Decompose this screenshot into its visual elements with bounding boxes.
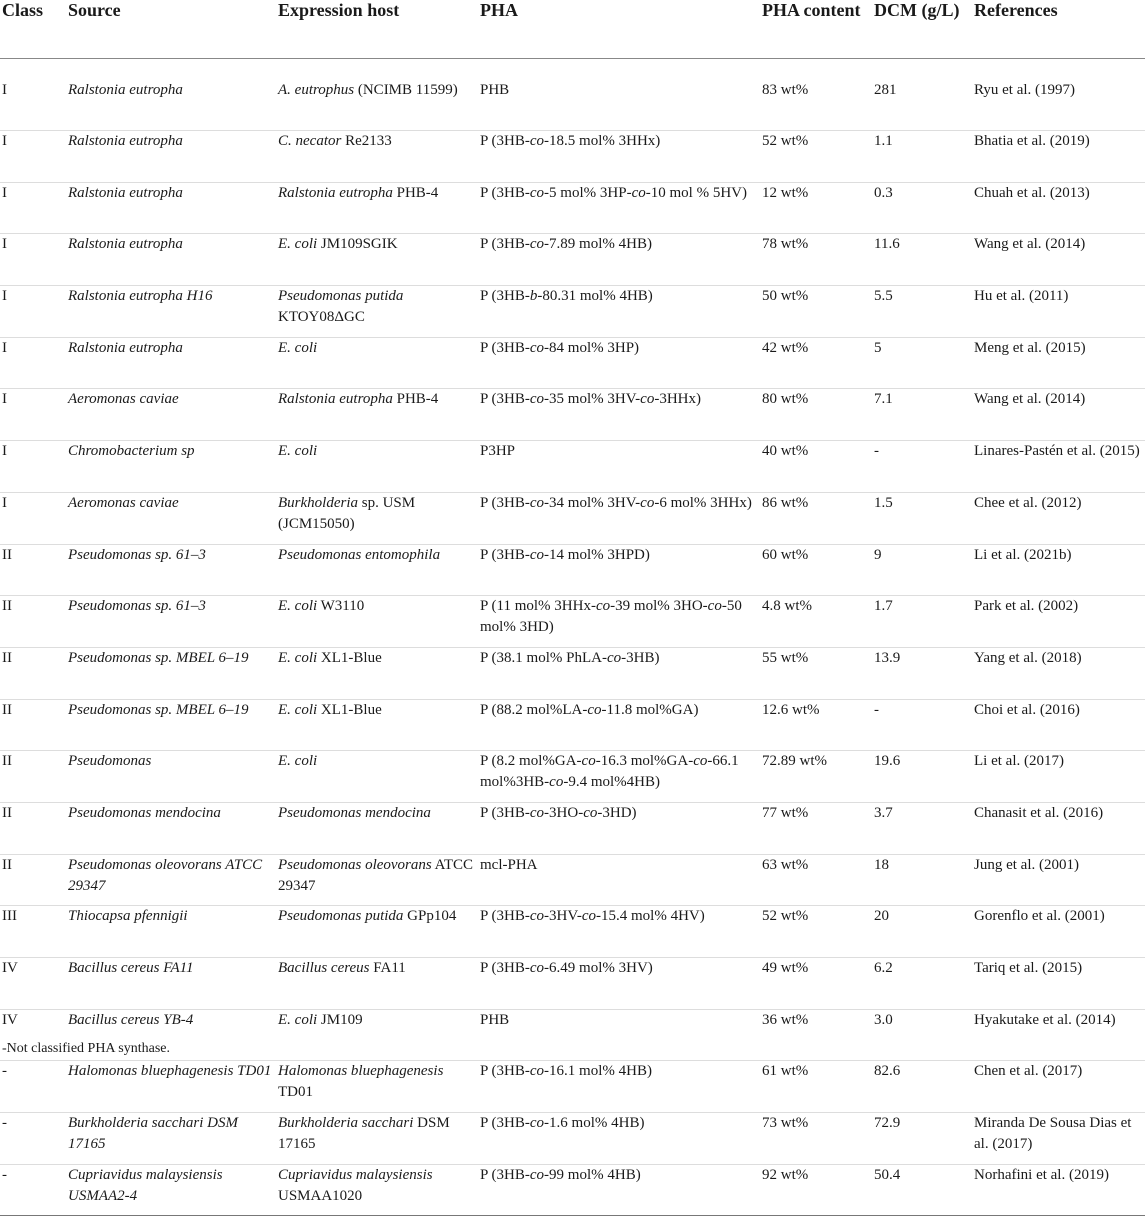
cell-reference: Hyakutake et al. (2014) [972, 1009, 1145, 1061]
host-organism: Pseudomonas putida [278, 288, 404, 305]
header-references: References [972, 0, 1145, 59]
host-organism: E. coli [278, 701, 318, 718]
cell-dcm: 9 [872, 544, 972, 596]
cell-expression-host [276, 854, 478, 906]
cell-class: I [0, 131, 66, 183]
cell-reference: Yang et al. (2018) [972, 647, 1145, 699]
cell-class: I [0, 182, 66, 234]
cell-pha-content: 73 wt% [760, 1113, 872, 1165]
header-row [0, 0, 1145, 59]
cell-reference: Ryu et al. (1997) [972, 59, 1145, 131]
cell-pha-content: 60 wt% [760, 544, 872, 596]
cell-pha-content: 72.89 wt% [760, 751, 872, 803]
host-organism: Burkholderia sacchari [278, 1115, 414, 1132]
cell-pha-content: 12 wt% [760, 182, 872, 234]
host-organism: Pseudomonas entomophila [278, 546, 441, 563]
cell-pha-content: 4.8 wt% [760, 596, 872, 648]
host-organism: Pseudomonas putida [278, 908, 404, 925]
cell-reference: Li et al. (2021b) [972, 544, 1145, 596]
table-row [0, 182, 1145, 234]
cell-pha: P (3HB-co-3HO-co-3HD) [478, 802, 760, 854]
cell-reference: Li et al. (2017) [972, 751, 1145, 803]
host-organism: E. coli [278, 236, 318, 253]
cell-expression-host [276, 337, 478, 389]
cell-expression-host [276, 699, 478, 751]
host-strain: Re2133 [341, 133, 392, 149]
cell-pha: P (3HB-co-7.89 mol% 4HB) [478, 234, 760, 286]
host-organism: E. coli [278, 1011, 318, 1028]
cell-expression-host [276, 59, 478, 131]
host-strain: KTOY08ΔGC [278, 309, 365, 326]
cell-pha-content: 61 wt% [760, 1061, 872, 1113]
host-organism: Ralstonia eutropha [278, 391, 393, 408]
cell-source: Chromobacterium sp [66, 441, 276, 493]
cell-reference: Park et al. (2002) [972, 596, 1145, 648]
cell-expression-host [276, 389, 478, 441]
host-organism: Pseudomonas oleovorans [278, 856, 432, 873]
cell-pha: P (3HB-co-5 mol% 3HP-co-10 mol % 5HV) [478, 182, 760, 234]
table-row [0, 389, 1145, 441]
host-organism: Cupriavidus malaysiensis [278, 1166, 433, 1183]
cell-expression-host [276, 596, 478, 648]
cell-expression-host [276, 182, 478, 234]
cell-source: Bacillus cereus FA11 [66, 958, 276, 1010]
cell-reference: Linares-Pastén et al. (2015) [972, 441, 1145, 493]
cell-source: Ralstonia eutropha [66, 182, 276, 234]
cell-expression-host [276, 1009, 478, 1061]
cell-dcm: 7.1 [872, 389, 972, 441]
cell-class: I [0, 441, 66, 493]
table-row [0, 854, 1145, 906]
cell-dcm: 1.7 [872, 596, 972, 648]
host-strain: DSM 17165 [278, 1115, 450, 1153]
table-row [0, 751, 1145, 803]
cell-dcm: 281 [872, 59, 972, 131]
cell-reference: Miranda De Sousa Dias et al. (2017) [972, 1113, 1145, 1165]
cell-pha-content: 55 wt% [760, 647, 872, 699]
host-strain: JM109SGIK [317, 236, 398, 253]
table-row [0, 647, 1145, 699]
cell-dcm: 18 [872, 854, 972, 906]
header-class: Class [0, 0, 66, 59]
cell-pha: PHB [478, 59, 760, 131]
host-organism: A. eutrophus [278, 82, 355, 98]
cell-expression-host [276, 131, 478, 183]
cell-source: Pseudomonas sp. 61–3 [66, 596, 276, 648]
table-row [0, 544, 1145, 596]
cell-pha-content: 52 wt% [760, 906, 872, 958]
cell-class: II [0, 544, 66, 596]
cell-source: Aeromonas caviae [66, 389, 276, 441]
host-organism: E. coli [278, 649, 318, 666]
table-row [0, 1113, 1145, 1165]
table-row [0, 1009, 1145, 1061]
cell-expression-host [276, 286, 478, 338]
host-organism: Pseudomonas mendocina [278, 804, 431, 821]
cell-pha-content: 63 wt% [760, 854, 872, 906]
host-strain: ATCC 29347 [278, 856, 474, 894]
cell-class: II [0, 596, 66, 648]
cell-dcm: 11.6 [872, 234, 972, 286]
cell-source: Ralstonia eutropha H16 [66, 286, 276, 338]
cell-reference: Chuah et al. (2013) [972, 182, 1145, 234]
cell-class: III [0, 906, 66, 958]
header-dcm: DCM (g/L) [872, 0, 972, 59]
host-organism: C. necator [278, 133, 342, 149]
table-row [0, 441, 1145, 493]
cell-source: Pseudomonas [66, 751, 276, 803]
cell-expression-host [276, 1113, 478, 1165]
table-row [0, 1164, 1145, 1216]
cell-pha: P (3HB-co-3HV-co-15.4 mol% 4HV) [478, 906, 760, 958]
cell-pha: P (38.1 mol% PhLA-co-3HB) [478, 647, 760, 699]
table-row [0, 59, 1145, 131]
cell-pha-content: 36 wt% [760, 1009, 872, 1061]
cell-expression-host [276, 958, 478, 1010]
cell-reference: Norhafini et al. (2019) [972, 1164, 1145, 1216]
cell-source: Pseudomonas sp. MBEL 6–19 [66, 647, 276, 699]
host-organism: Halomonas bluephagenesis [278, 1063, 444, 1080]
table-row [0, 906, 1145, 958]
cell-reference: Meng et al. (2015) [972, 337, 1145, 389]
host-organism: Bacillus cereus [278, 960, 370, 976]
cell-dcm: 1.1 [872, 131, 972, 183]
cell-class: I [0, 234, 66, 286]
cell-dcm: 19.6 [872, 751, 972, 803]
cell-source: Burkholderia sacchari DSM 17165 [66, 1113, 276, 1165]
cell-pha-content: 78 wt% [760, 234, 872, 286]
cell-class: II [0, 647, 66, 699]
cell-class: I [0, 492, 66, 544]
table-row [0, 958, 1145, 1010]
cell-dcm: 3.7 [872, 802, 972, 854]
cell-pha-content: 86 wt% [760, 492, 872, 544]
cell-class: I [0, 389, 66, 441]
table-row [0, 1061, 1145, 1113]
cell-pha-content: 49 wt% [760, 958, 872, 1010]
table-row [0, 286, 1145, 338]
cell-dcm: 3.0 [872, 1009, 972, 1061]
cell-dcm: 13.9 [872, 647, 972, 699]
cell-pha: P (88.2 mol%LA-co-11.8 mol%GA) [478, 699, 760, 751]
table-row [0, 337, 1145, 389]
cell-class: I [0, 337, 66, 389]
cell-class: - [0, 1113, 66, 1165]
cell-source: Pseudomonas sp. MBEL 6–19 [66, 699, 276, 751]
cell-pha-content: 50 wt% [760, 286, 872, 338]
cell-expression-host [276, 751, 478, 803]
cell-dcm: 1.5 [872, 492, 972, 544]
table-row [0, 234, 1145, 286]
table-row [0, 131, 1145, 183]
cell-expression-host [276, 441, 478, 493]
footnote: -Not classified PHA synthase. [2, 1041, 170, 1056]
cell-dcm: 82.6 [872, 1061, 972, 1113]
host-organism: Ralstonia eutropha [278, 184, 393, 201]
cell-pha-content: 40 wt% [760, 441, 872, 493]
cell-pha-content: 42 wt% [760, 337, 872, 389]
cell-dcm: - [872, 699, 972, 751]
cell-dcm: 72.9 [872, 1113, 972, 1165]
cell-reference: Chen et al. (2017) [972, 1061, 1145, 1113]
cell-dcm: 20 [872, 906, 972, 958]
header-source: Source [66, 0, 276, 59]
cell-class: II [0, 699, 66, 751]
cell-pha: P (11 mol% 3HHx-co-39 mol% 3HO-co-50 mol% 3HD) [478, 596, 760, 648]
cell-dcm: 50.4 [872, 1164, 972, 1216]
cell-expression-host [276, 544, 478, 596]
host-strain: (NCIMB 11599) [354, 82, 458, 98]
cell-class: - [0, 1061, 66, 1113]
cell-pha: PHB [478, 1009, 760, 1061]
cell-class: I [0, 286, 66, 338]
cell-reference: Wang et al. (2014) [972, 234, 1145, 286]
cell-source: Pseudomonas mendocina [66, 802, 276, 854]
table-body [0, 59, 1145, 1216]
cell-expression-host [276, 906, 478, 958]
host-strain: PHB-4 [392, 391, 439, 408]
cell-expression-host [276, 1164, 478, 1216]
cell-class: II [0, 751, 66, 803]
host-organism: E. coli [278, 339, 318, 356]
host-organism: Burkholderia [278, 494, 358, 511]
cell-reference: Jung et al. (2001) [972, 854, 1145, 906]
cell-pha-content: 52 wt% [760, 131, 872, 183]
cell-class: - [0, 1164, 66, 1216]
cell-expression-host [276, 1061, 478, 1113]
table-row [0, 802, 1145, 854]
cell-pha: P (3HB-co-6.49 mol% 3HV) [478, 958, 760, 1010]
cell-pha: P (3HB-co-14 mol% 3HPD) [478, 544, 760, 596]
cell-source: Pseudomonas oleovorans ATCC 29347 [66, 854, 276, 906]
cell-reference: Gorenflo et al. (2001) [972, 906, 1145, 958]
cell-reference: Choi et al. (2016) [972, 699, 1145, 751]
cell-reference: Wang et al. (2014) [972, 389, 1145, 441]
cell-source: Ralstonia eutropha [66, 234, 276, 286]
cell-pha: mcl-PHA [478, 854, 760, 906]
cell-source: Ralstonia eutropha [66, 59, 276, 131]
cell-expression-host [276, 647, 478, 699]
table-row [0, 492, 1145, 544]
cell-pha: P (8.2 mol%GA-co-16.3 mol%GA-co-66.1 mol%3HB-co-9.4 mol%4HB) [478, 751, 760, 803]
cell-pha-content: 12.6 wt% [760, 699, 872, 751]
cell-pha: P (3HB-co-99 mol% 4HB) [478, 1164, 760, 1216]
host-strain: USMAA1020 [278, 1187, 363, 1204]
cell-source: Ralstonia eutropha [66, 337, 276, 389]
cell-reference: Tariq et al. (2015) [972, 958, 1145, 1010]
cell-pha: P (3HB-co-84 mol% 3HP) [478, 337, 760, 389]
header-expression-host: Expression host [276, 0, 478, 59]
host-organism: E. coli [278, 443, 318, 460]
host-strain: W3110 [317, 598, 365, 615]
table-row [0, 699, 1145, 751]
header-pha-content: PHA content [760, 0, 872, 59]
cell-class: II [0, 802, 66, 854]
cell-source: Halomonas bluephagenesis TD01 [66, 1061, 276, 1113]
cell-source: Aeromonas caviae [66, 492, 276, 544]
cell-dcm: 5.5 [872, 286, 972, 338]
cell-expression-host [276, 234, 478, 286]
cell-dcm: 6.2 [872, 958, 972, 1010]
cell-source: Bacillus cereus YB-4 [66, 1009, 276, 1061]
host-strain: TD01 [278, 1084, 313, 1101]
cell-reference: Bhatia et al. (2019) [972, 131, 1145, 183]
cell-dcm: 5 [872, 337, 972, 389]
cell-source: Cupriavidus malaysiensis USMAA2-4 [66, 1164, 276, 1216]
host-strain: XL1-Blue [317, 649, 382, 666]
cell-expression-host [276, 492, 478, 544]
cell-pha: P (3HB-co-34 mol% 3HV-co-6 mol% 3HHx) [478, 492, 760, 544]
host-strain: XL1-Blue [317, 701, 382, 718]
cell-dcm: - [872, 441, 972, 493]
table-row [0, 596, 1145, 648]
header-pha: PHA [478, 0, 760, 59]
cell-pha: P (3HB-co-16.1 mol% 4HB) [478, 1061, 760, 1113]
cell-reference: Hu et al. (2011) [972, 286, 1145, 338]
host-organism: E. coli [278, 598, 318, 615]
host-strain: GPp104 [403, 908, 457, 925]
cell-pha: P3HP [478, 441, 760, 493]
host-organism: E. coli [278, 753, 318, 770]
cell-pha-content: 77 wt% [760, 802, 872, 854]
host-strain: FA11 [369, 960, 406, 976]
cell-pha: P (3HB-co-18.5 mol% 3HHx) [478, 131, 760, 183]
cell-source: Ralstonia eutropha [66, 131, 276, 183]
cell-reference: Chee et al. (2012) [972, 492, 1145, 544]
cell-source: Thiocapsa pfennigii [66, 906, 276, 958]
cell-pha-content: 80 wt% [760, 389, 872, 441]
cell-pha: P (3HB-co-1.6 mol% 4HB) [478, 1113, 760, 1165]
cell-class: II [0, 854, 66, 906]
cell-reference: Chanasit et al. (2016) [972, 802, 1145, 854]
cell-dcm: 0.3 [872, 182, 972, 234]
cell-class: IV [0, 958, 66, 1010]
cell-pha: P (3HB-co-35 mol% 3HV-co-3HHx) [478, 389, 760, 441]
host-strain: JM109 [317, 1011, 363, 1028]
host-strain: PHB-4 [392, 184, 439, 201]
cell-class: I [0, 59, 66, 131]
cell-expression-host [276, 802, 478, 854]
cell-class: IV [0, 1009, 66, 1061]
cell-source: Pseudomonas sp. 61–3 [66, 544, 276, 596]
cell-pha-content: 83 wt% [760, 59, 872, 131]
cell-pha: P (3HB-b-80.31 mol% 4HB) [478, 286, 760, 338]
cell-pha-content: 92 wt% [760, 1164, 872, 1216]
host-strain: sp. USM (JCM15050) [278, 494, 416, 532]
